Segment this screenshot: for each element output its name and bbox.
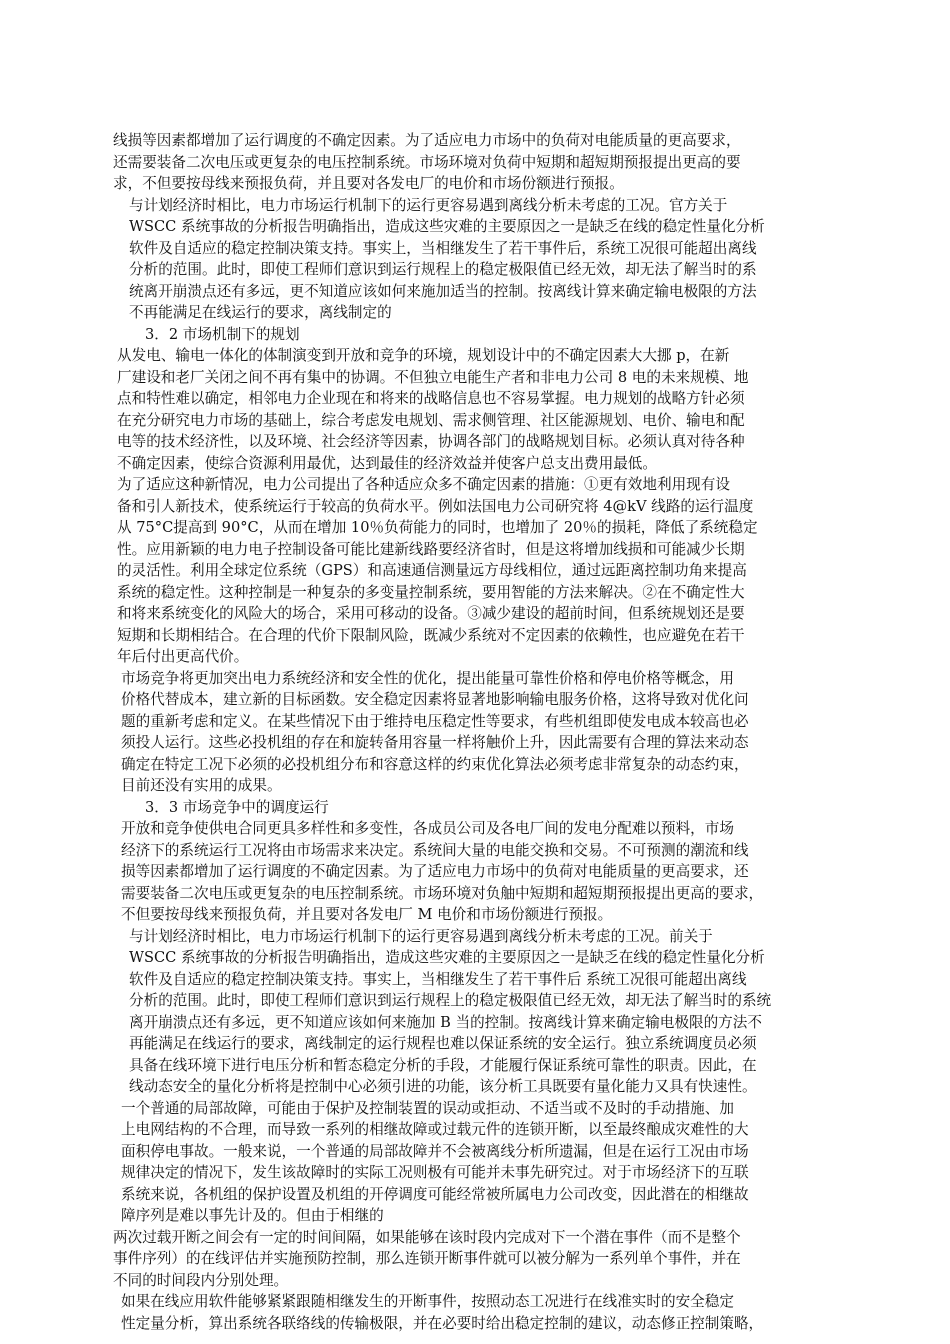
text-line: 需要装备二次电压或更复杂的电压控制系统。市场环境对负舳中短期和超短期预报提出更高的要求， [121, 884, 764, 902]
body-paragraph [113, 474, 841, 668]
section-heading [113, 797, 841, 819]
text-line: 事件序列）的在线评估并实施预防控制，那么连锁开断事件就可以被分解为一系列单个事件，并在 [113, 1250, 741, 1267]
text-line: WSCC 系统事故的分析报告明确指出，造成这些灾难的主要原因之一是缺乏在线的稳定性量化分析 [129, 218, 765, 235]
text-line: 线动态安全的量化分析将是控制中心必须引进的功能，该分析工具既要有量化能力又具有快速性。 [129, 1078, 757, 1095]
text-line: 性定量分析，算出系统各联络线的传输极限，并在必要时给出稳定控制的建议，动态修正控制策略， [121, 1314, 764, 1332]
text-line: 电等的技术经济性，以及环境、社会经济等因素，协调各部门的战略规划目标。必须认真对待各种 [117, 433, 745, 450]
text-line: 从 75°C提高到 90°C，从而在增加 10％负荷能力的同时，也增加了 20％的损耗，降低了系统稳定 [117, 519, 758, 536]
text-line: 不再能满足在线运行的要求，离线制定的 [129, 304, 392, 321]
text-line: 不但要按母线来预报负荷，并且要对各发电厂 M 电价和市场份额进行预报。 [121, 906, 613, 923]
text-line: 题的重新考虑和定义。在某些情况下由于维持电压稳定性等要求，有些机组即使发电成本较高也必 [121, 712, 749, 730]
body-paragraph [113, 668, 841, 797]
text-line: 为了适应这种新情况，电力公司提出了各种适应众多不确定因素的措施：①更有效地利用现有设 [117, 476, 730, 493]
text-line: 性。应用新颖的电力电子控制设备可能比建新线路要经济省时，但是这将增加线损和可能减少长期 [117, 540, 745, 558]
text-line: 目前还没有实用的成果。 [121, 777, 282, 794]
body-paragraph [113, 195, 841, 324]
text-line: 与计划经济时相比，电力市场运行机制下的运行更容易遇到离线分析未考虑的工况。前关于 [129, 927, 713, 945]
text-line: 软件及自适应的稳定控制决策支持。事实上，当相继发生了若干事件后 系统工况很可能超出离线 [129, 970, 747, 988]
text-line: 还需要装备二次电压或更复杂的电压控制系统。市场环境对负荷中短期和超短期预报提出更高的要 [113, 153, 741, 171]
text-line: 市场竞争将更加突出电力系统经济和安全性的优化，提出能量可靠性价格和停电价格等概念，用 [121, 669, 734, 687]
text-line: 短期和长期相结合。在合理的代价下限制风险，既减少系统对不定因素的依赖性，也应避免在若干 [117, 626, 745, 644]
text-line: 须投人运行。这些必投机组的存在和旋转备用容量一样将触价上升，因此需要有合理的算法来动态 [121, 734, 749, 751]
text-line: 系统来说，各机组的保护设置及机组的开停调度可能经常被所属电力公司改变，因此潜在的相继故 [121, 1185, 749, 1203]
text-line: WSCC 系统事故的分析报告明确指出，造成这些灾难的主要原因之一是缺乏在线的稳定性量化分析 [129, 949, 765, 966]
text-line: 不确定因素，使综合资源利用最优，达到最佳的经济效益并使客户总支出费用最低。 [117, 454, 657, 472]
text-line: 点和特性难以确定，相邻电力企业现在和将来的战略信息也不容易掌握。电力规划的战略方针必须 [117, 390, 745, 407]
body-paragraph [113, 1291, 841, 1334]
text-line: 统离开崩溃点还有多远，更不知道应该如何来施加适当的控制。按离线计算来确定输电极限的方法 [129, 282, 757, 300]
text-line: 经济下的系统运行工况将由市场需求来决定。系统间大量的电能交换和交易。不可预测的潮流和线 [121, 841, 749, 859]
body-paragraph [113, 1098, 841, 1227]
text-line: 不同的时间段内分别处理。 [113, 1271, 289, 1289]
document-page [113, 130, 841, 1334]
text-line: 离开崩溃点还有多远，更不知道应该如何来施加 B 当的控制。按离线计算来确定输电极限的方法不 [129, 1013, 762, 1031]
text-line: 两次过载开断之间会有一定的时间间隔，如果能够在该时段内完成对下一个潜在事件（而不是整个 [113, 1228, 741, 1246]
body-paragraph [113, 1227, 841, 1292]
text-line: 软件及自适应的稳定控制决策支持。事实上，当相继发生了若干事件后，系统工况很可能超出离线 [129, 239, 757, 257]
heading-text: 3．2 市场机制下的规划 [145, 325, 300, 343]
text-line: 和将来系统变化的风险大的场合，采用可移动的设备。③减少建设的超前时间，但系统规划还是要 [117, 605, 745, 622]
text-line: 与计划经济时相比，电力市场运行机制下的运行更容易遇到离线分析未考虑的工况。官方关于 [129, 196, 728, 214]
text-line: 损等因素都增加了运行调度的不确定因素。为了适应电力市场中的负荷对电能质量的更高要求，还 [121, 863, 749, 880]
body-paragraph [113, 818, 841, 926]
text-line: 备和引人新技术，使系统运行于较高的负荷水平。例如法国电力公司研究将 4@kV 线路的运行温度 [117, 497, 754, 515]
text-line: 系统的稳定性。这种控制是一种复杂的多变量控制系统，要用智能的方法来解决。②在不确定性大 [117, 583, 745, 601]
text-line: 确定在特定工况下必须的必投机组分布和容意这样的约束优化算法必须考虑非常复杂的动态约束， [121, 755, 749, 773]
text-line: 规律决定的情况下，发生该故障时的实际工况则极有可能并未事先研究过。对于市场经济下的互联 [121, 1164, 749, 1181]
text-line: 的灵活性。利用全球定位系统（GPS）和高速通信测量远方母线相位，通过远距离控制功角来提高 [117, 562, 747, 579]
heading-text: 3．3 市场竞争中的调度运行 [145, 798, 329, 816]
text-line: 在充分研究电力市场的基础上，综合考虑发电规划、需求侧管理、社区能源规划、电价、输电和配 [117, 411, 745, 429]
text-line: 求，不但要按母线来预报负荷，并且要对各发电厂的电价和市场份额进行预报。 [113, 175, 624, 192]
text-line: 面积停电事故。一般来说，一个普通的局部故障并不会被离线分析所遗漏，但是在运行工况由市场 [121, 1142, 749, 1160]
text-line: 年后付出更高代价。 [117, 648, 249, 665]
text-line: 一个普通的局部故障，可能由于保护及控制装置的误动或拒动、不适当或不及时的手动措施、加 [121, 1099, 734, 1117]
text-line: 从发电、输电一体化的体制演变到开放和竞争的环境，规划设计中的不确定因素大大挪 p，在新 [117, 347, 730, 364]
section-heading [113, 324, 841, 346]
text-line: 上电网结构的不合理，而导致一系列的相继故障或过载元件的连锁开断，以至最终酿成灾难性的大 [121, 1121, 749, 1138]
body-paragraph [113, 926, 841, 1098]
text-line: 再能满足在线运行的要求，离线制定的运行规程也难以保证系统的安全运行。独立系统调度员必须 [129, 1035, 757, 1052]
text-line: 具备在线环境下进行电压分析和暂态稳定分析的手段，才能履行保证系统可靠性的职责。因此，在 [129, 1056, 757, 1074]
text-line: 分析的范围。此时，即使工程师们意识到运行规程上的稳定极限值已经无效，却无法了解当时的系统 [129, 992, 772, 1009]
body-paragraph [113, 130, 841, 195]
text-line: 分析的范围。此时，即使工程师们意识到运行规程上的稳定极限值已经无效，却无法了解当时的系 [129, 261, 757, 278]
text-line: 厂建设和老厂关闭之间不再有集中的协调。不但独立电能生产者和非电力公司 8 电的未来规模、地 [117, 368, 749, 386]
text-line: 障序列是难以事先计及的。但由于相继的 [121, 1207, 384, 1224]
text-line: 开放和竞争使供电合同更具多样性和多变性，各成员公司及各电厂间的发电分配难以预料，市场 [121, 820, 734, 837]
text-line: 如果在线应用软件能够紧紧跟随相继发生的开断事件，按照动态工况进行在线准实时的安全稳定 [121, 1293, 734, 1310]
text-line: 价格代替成本，建立新的目标函数。安全稳定因素将显著地影响输电服务价格，这将导致对优化问 [121, 691, 749, 708]
text-line: 线损等因素都增加了运行调度的不确定因素。为了适应电力市场中的负荷对电能质量的更高要求， [113, 132, 741, 149]
body-paragraph [113, 345, 841, 474]
